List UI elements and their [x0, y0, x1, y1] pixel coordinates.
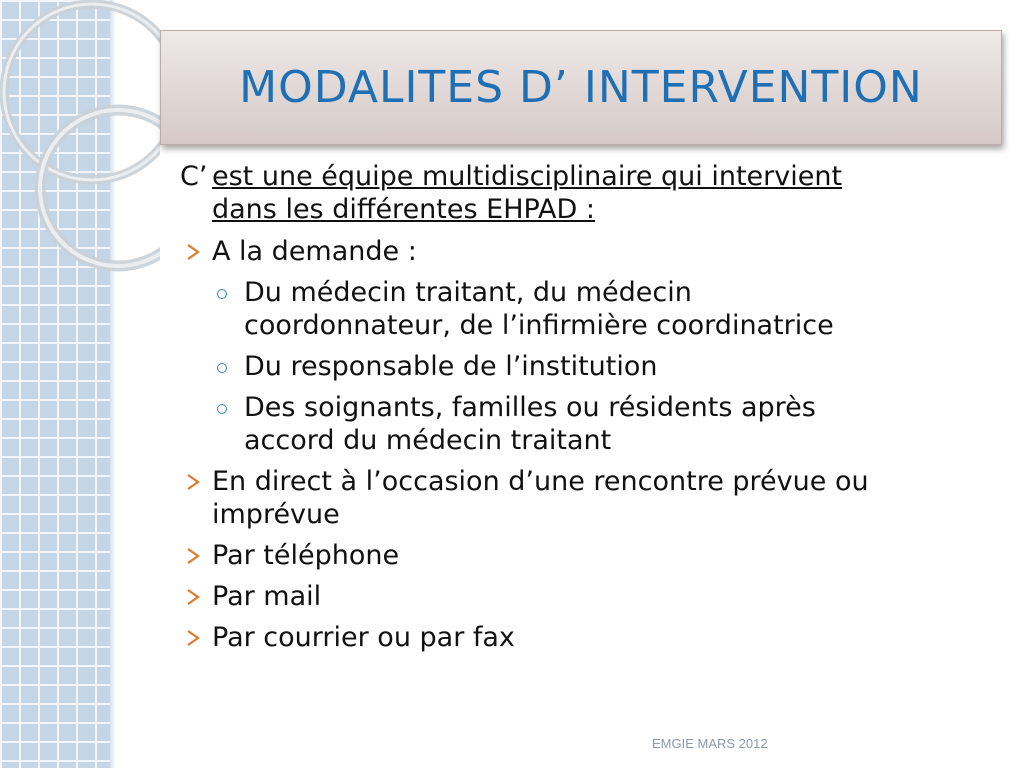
slide-content	[180, 160, 980, 662]
intro-line-2: dans les différentes EHPAD :	[212, 194, 595, 225]
bullet-item	[180, 235, 980, 268]
chevron-arrow-icon	[186, 630, 200, 646]
hollow-circle-icon	[217, 289, 227, 299]
sub-bullet-item	[180, 350, 980, 383]
bullet-text: imprévue	[212, 499, 340, 530]
bullet-text: Par téléphone	[212, 540, 400, 571]
intro-paragraph	[180, 160, 980, 226]
chevron-arrow-icon	[186, 244, 200, 260]
chevron-arrow-icon	[186, 589, 200, 605]
hollow-circle-icon	[217, 404, 227, 414]
slide-title: MODALITES D’ INTERVENTION	[239, 62, 923, 113]
bullet-text: Par courrier ou par fax	[212, 622, 515, 653]
slide-footer: EMGIE MARS 2012	[652, 736, 768, 751]
sub-bullet-item	[180, 276, 980, 342]
bullet-text: En direct à l’occasion d’une rencontre prévue ou	[212, 466, 869, 497]
sub-bullet-text: Du médecin traitant, du médecin	[244, 277, 692, 308]
sub-bullet-text: Du responsable de l’institution	[244, 351, 658, 382]
intro-prefix: C’	[180, 161, 208, 192]
bullet-item	[180, 621, 980, 654]
bullet-item	[180, 465, 980, 531]
sub-bullet-text: coordonnateur, de l’infirmière coordinatrice	[244, 310, 834, 341]
bullet-item	[180, 580, 980, 613]
chevron-arrow-icon	[186, 548, 200, 564]
chevron-arrow-icon	[186, 474, 200, 490]
sub-bullet-text: Des soignants, familles ou résidents après	[244, 392, 816, 423]
decorative-rings	[0, 0, 160, 300]
bullet-text: A la demande :	[212, 236, 417, 267]
title-box	[160, 30, 1002, 145]
bullet-text: Par mail	[212, 581, 322, 612]
hollow-circle-icon	[217, 363, 227, 373]
bullet-item	[180, 539, 980, 572]
intro-line-1: est une équipe multidisciplinaire qui intervient	[212, 161, 843, 192]
sub-bullet-text: accord du médecin traitant	[244, 425, 612, 456]
sub-bullet-item	[180, 391, 980, 457]
